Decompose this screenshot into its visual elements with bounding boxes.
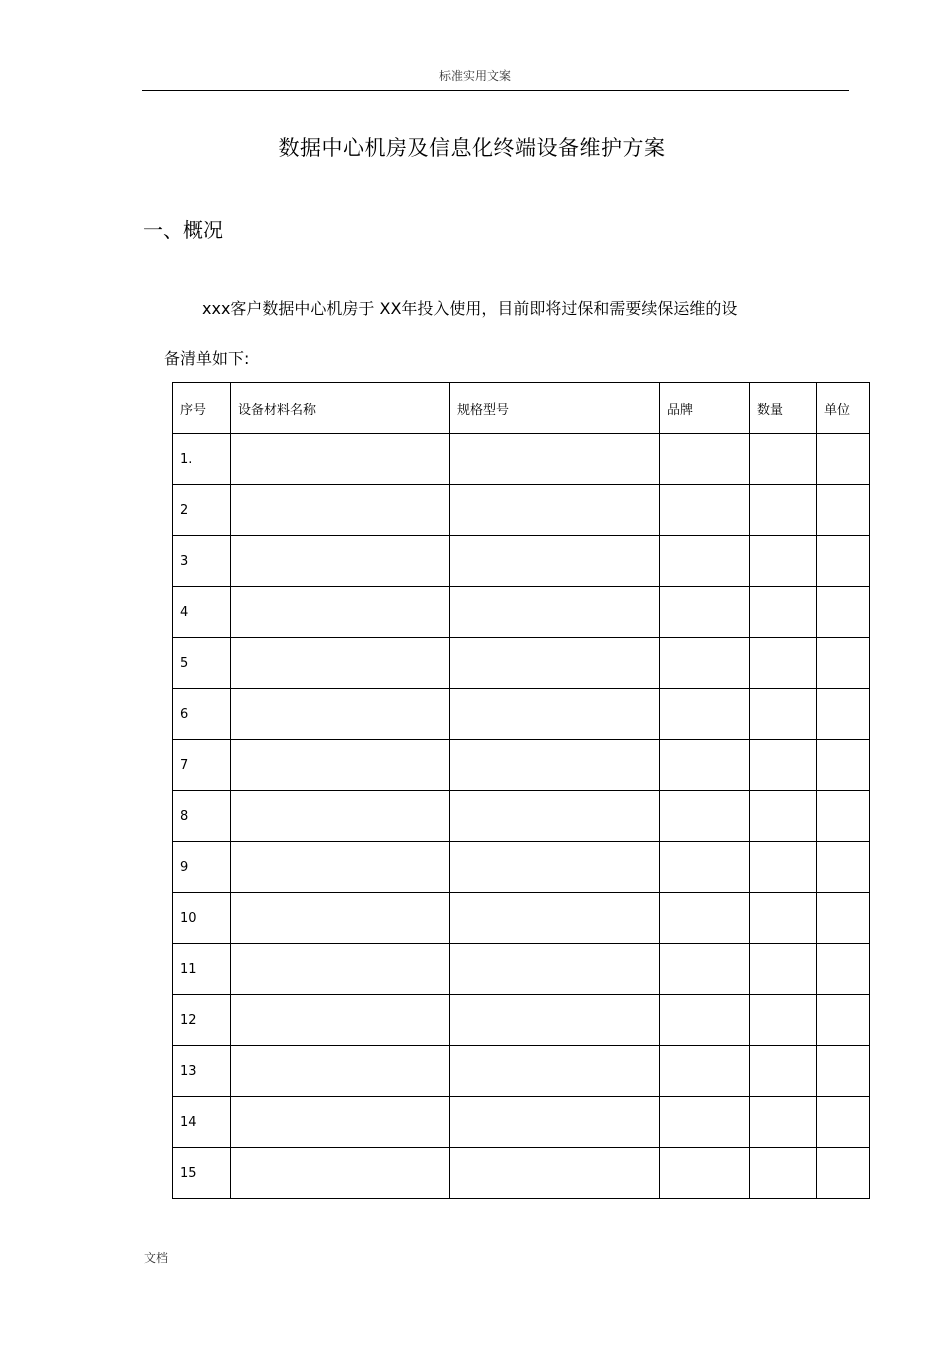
cell-index: 4 [173,587,231,638]
column-header-name: 设备材料名称 [231,383,450,434]
cell-unit [817,791,870,842]
cell-name [231,1148,450,1199]
cell-quantity [750,893,817,944]
cell-index: 15 [173,1148,231,1199]
cell-unit [817,740,870,791]
cell-name [231,638,450,689]
paragraph-line-1: xxx客户数据中心机房于 XX年投入使用，目前即将过保和需要续保运维的设 [202,299,738,318]
table-row [173,995,870,1046]
cell-brand [660,536,750,587]
cell-index: 3 [173,536,231,587]
cell-unit [817,1046,870,1097]
cell-unit [817,1097,870,1148]
cell-unit [817,536,870,587]
cell-index: 2 [173,485,231,536]
cell-brand [660,434,750,485]
table-row [173,638,870,689]
column-header-quantity: 数量 [750,383,817,434]
cell-quantity [750,434,817,485]
cell-name [231,842,450,893]
cell-name [231,740,450,791]
cell-model [450,944,660,995]
cell-unit [817,1148,870,1199]
cell-brand [660,485,750,536]
cell-brand [660,689,750,740]
cell-name [231,689,450,740]
cell-index: 12 [173,995,231,1046]
table-row [173,842,870,893]
column-header-brand: 品牌 [660,383,750,434]
cell-index: 1. [173,434,231,485]
table-header-row [173,383,870,434]
cell-model [450,689,660,740]
cell-unit [817,638,870,689]
cell-model [450,1046,660,1097]
cell-model [450,485,660,536]
cell-unit [817,944,870,995]
cell-brand [660,791,750,842]
cell-index: 5 [173,638,231,689]
cell-unit [817,485,870,536]
cell-model [450,587,660,638]
cell-unit [817,587,870,638]
cell-model [450,995,660,1046]
cell-model [450,893,660,944]
cell-brand [660,638,750,689]
cell-brand [660,740,750,791]
table-row [173,587,870,638]
section-heading: 一、概况 [143,218,223,242]
equipment-table [172,382,870,1199]
cell-quantity [750,1097,817,1148]
cell-unit [817,893,870,944]
table-body [173,434,870,1199]
cell-quantity [750,638,817,689]
cell-quantity [750,485,817,536]
cell-model [450,740,660,791]
cell-unit [817,842,870,893]
cell-quantity [750,1046,817,1097]
cell-quantity [750,689,817,740]
cell-unit [817,434,870,485]
cell-quantity [750,536,817,587]
table-row [173,1046,870,1097]
cell-name [231,434,450,485]
cell-name [231,995,450,1046]
cell-model [450,842,660,893]
cell-name [231,893,450,944]
document-title: 数据中心机房及信息化终端设备维护方案 [278,136,666,160]
table-row [173,944,870,995]
table-row [173,689,870,740]
table-row [173,434,870,485]
cell-brand [660,1046,750,1097]
cell-index: 8 [173,791,231,842]
cell-brand [660,944,750,995]
table-row [173,791,870,842]
cell-index: 11 [173,944,231,995]
cell-index: 14 [173,1097,231,1148]
cell-brand [660,995,750,1046]
cell-model [450,536,660,587]
table-row [173,740,870,791]
cell-name [231,536,450,587]
column-header-index: 序号 [173,383,231,434]
cell-unit [817,689,870,740]
cell-name [231,944,450,995]
cell-brand [660,1097,750,1148]
cell-model [450,434,660,485]
cell-name [231,587,450,638]
cell-brand [660,842,750,893]
cell-brand [660,587,750,638]
cell-unit [817,995,870,1046]
cell-quantity [750,842,817,893]
cell-quantity [750,740,817,791]
table-row [173,485,870,536]
cell-brand [660,893,750,944]
cell-name [231,1097,450,1148]
table-row [173,893,870,944]
cell-model [450,638,660,689]
table-row [173,1097,870,1148]
paragraph-line-2: 备清单如下: [164,349,250,368]
column-header-model: 规格型号 [450,383,660,434]
cell-name [231,1046,450,1097]
column-header-unit: 单位 [817,383,870,434]
cell-model [450,791,660,842]
cell-model [450,1148,660,1199]
cell-index: 9 [173,842,231,893]
cell-index: 13 [173,1046,231,1097]
cell-name [231,791,450,842]
cell-quantity [750,944,817,995]
cell-quantity [750,587,817,638]
cell-quantity [750,1148,817,1199]
page-header: 标准实用文案 [438,69,511,83]
table-row [173,536,870,587]
cell-quantity [750,791,817,842]
header-divider [142,90,849,91]
cell-brand [660,1148,750,1199]
cell-index: 10 [173,893,231,944]
table-row [173,1148,870,1199]
cell-index: 7 [173,740,231,791]
page-footer: 文档 [144,1251,169,1265]
cell-name [231,485,450,536]
cell-index: 6 [173,689,231,740]
cell-quantity [750,995,817,1046]
cell-model [450,1097,660,1148]
